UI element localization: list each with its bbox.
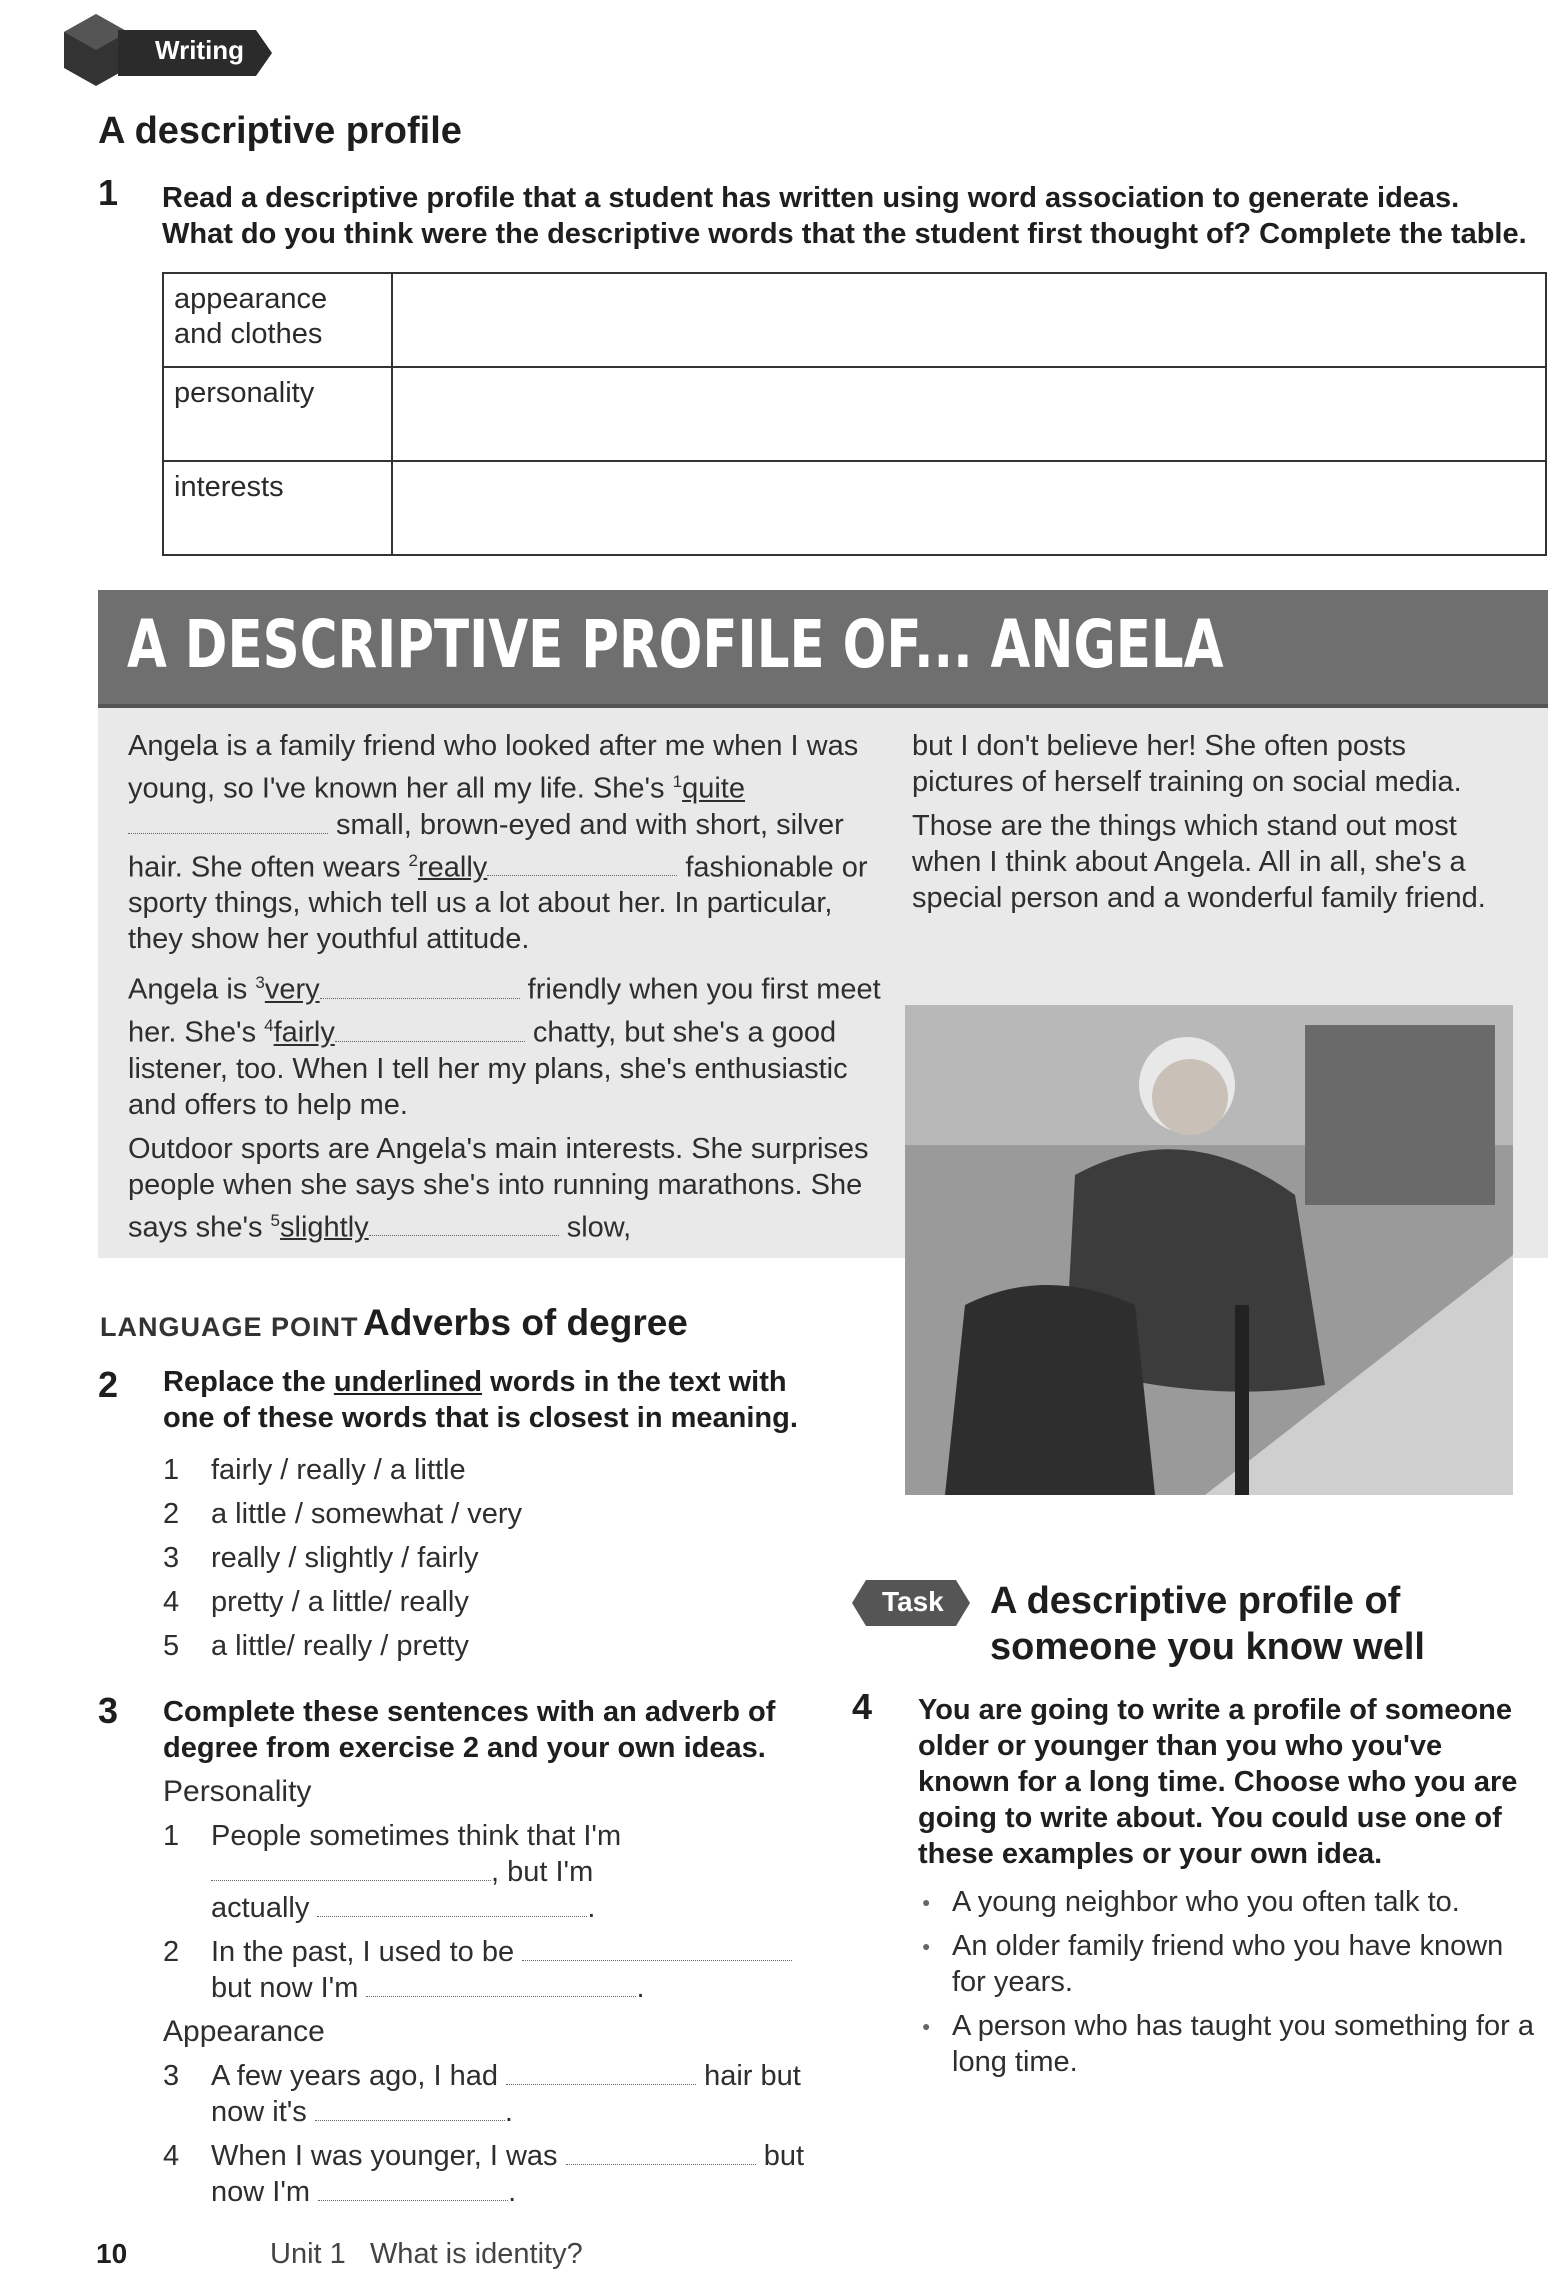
underlined-word: quite (682, 772, 745, 805)
answer-cell-appearance[interactable] (392, 273, 1546, 367)
text: . (636, 1972, 645, 2004)
exercise-4-examples (918, 1884, 1538, 2088)
exercise-2-options-list (163, 1448, 803, 1668)
page-number: 10 (96, 2238, 128, 2269)
answer-blank[interactable] (128, 809, 328, 834)
exercise-3-sentences (163, 1774, 823, 2210)
profile-paragraph-1 (128, 728, 888, 957)
item-text: pretty / a little/ really (211, 1586, 469, 1618)
table-label-cell (163, 273, 392, 367)
profile-right-column (912, 728, 1512, 924)
text: , but I'm (491, 1856, 594, 1888)
exercise-3-instruction: Complete these sentences with an adverb of degree from exercise 2 and your own ideas. (163, 1696, 776, 1764)
exercise-4-number: 4 (852, 1686, 873, 1727)
item-number: 3 (163, 2060, 180, 2092)
answer-blank[interactable] (366, 1972, 636, 1997)
text: A few years ago, I had (211, 2060, 498, 2092)
exercise-3-number: 3 (98, 1690, 119, 1731)
profile-left-column (128, 728, 888, 1253)
answer-blank[interactable] (566, 2140, 756, 2165)
text: friendly when you first meet her. She's (128, 973, 881, 1049)
footnote-number: 4 (264, 1015, 274, 1035)
item-number: 2 (163, 1936, 180, 1968)
item-number: 1 (163, 1454, 180, 1486)
text: People sometimes think that I'm (211, 1820, 622, 1852)
profile-paragraph-3 (128, 1131, 888, 1246)
list-item: ● A person who has taught you something for a long time. (918, 2008, 1538, 2080)
item-text: fairly / really / a little (211, 1454, 466, 1486)
list-item (163, 1580, 803, 1624)
answer-blank[interactable] (506, 2060, 696, 2085)
text: actually (211, 1892, 310, 1924)
list-item (163, 1624, 803, 1668)
text: Angela is a family friend who looked after me when I was young, so I've known her all my life. She's (128, 730, 859, 805)
table-label-cell (163, 367, 392, 461)
sentence-2 (163, 1934, 823, 2006)
underlined-word: slightly (280, 1211, 369, 1244)
answer-blank[interactable] (211, 1856, 491, 1881)
answer-blank[interactable] (487, 851, 677, 876)
footer-unit (270, 2238, 583, 2271)
answer-blank[interactable] (320, 974, 520, 999)
table-row (163, 273, 1546, 367)
answer-blank[interactable] (318, 2176, 508, 2201)
answer-blank[interactable] (522, 1936, 792, 1961)
profile-paragraph-5: Those are the things which stand out most when I think about Angela. All in all, she's a special person and a wonderful family friend. (912, 810, 1486, 914)
language-point-label: LANGUAGE POINT (100, 1312, 359, 1342)
answer-blank[interactable] (335, 1017, 525, 1042)
sentence-4 (163, 2138, 823, 2210)
row-label: interests (174, 471, 284, 503)
text: fashionable or sporty things, which tell us a lot about her. In particular, they show her youthful attitude. (128, 851, 868, 956)
footnote-number: 2 (408, 850, 418, 870)
row-label: and clothes (174, 318, 323, 350)
answer-blank[interactable] (315, 2096, 505, 2121)
table-row (163, 367, 1546, 461)
text: small, brown-eyed and with short, silver hair. She often wears (128, 808, 844, 884)
answer-blank[interactable] (317, 1892, 587, 1917)
table-row (163, 461, 1546, 555)
exercise-1-number: 1 (98, 172, 119, 213)
text: words in the text with one of these words that is closest in meaning. (163, 1366, 798, 1434)
unit-title: What is identity? (369, 2238, 583, 2270)
underlined-word: really (417, 851, 488, 884)
profile-paragraph-2 (128, 965, 888, 1122)
text: . (504, 2096, 513, 2128)
item-text: really / slightly / fairly (211, 1542, 479, 1574)
exercise-2-instruction (163, 1364, 813, 1436)
angela-photo (905, 1005, 1513, 1495)
table-label-cell (163, 461, 392, 555)
text: but (763, 2140, 805, 2172)
row-label: appearance (174, 283, 328, 315)
text: now I'm (211, 2176, 311, 2208)
text: underlined (333, 1366, 483, 1398)
item-text: a little/ really / pretty (211, 1630, 469, 1662)
exercise-1-instruction (162, 180, 1552, 252)
exercise-2-number: 2 (98, 1364, 119, 1405)
text: now it's (211, 2096, 307, 2128)
footnote-number: 1 (672, 772, 683, 791)
exercise-4-instruction: You are going to write a profile of someone older or younger than you who you've known for a long time. Choose who you are going to write about. You could use one of these examples or your own idea. (918, 1694, 1518, 1870)
text: In the past, I used to be (211, 1936, 515, 1968)
footnote-number: 5 (270, 1210, 281, 1230)
item-number: 3 (163, 1542, 180, 1574)
section-title: A descriptive profile (98, 110, 462, 152)
sentence-3 (163, 2058, 823, 2130)
sentence-1 (163, 1818, 823, 1926)
list-item (163, 1536, 803, 1580)
task-tab-label: Task (882, 1586, 944, 1617)
underlined-word: very (264, 973, 320, 1006)
item-text: a little / somewhat / very (211, 1498, 523, 1530)
title-line: someone you know well (990, 1626, 1425, 1668)
instruction-line: What do you think were the descriptive words that the student first thought of? Complete the table. (162, 218, 1527, 250)
text: hair but (704, 2060, 801, 2092)
title-line: A descriptive profile of (990, 1580, 1401, 1622)
text: Angela is (128, 973, 256, 1006)
task-title (990, 1578, 1530, 1670)
item-number: 1 (163, 1820, 180, 1852)
item-number: 2 (163, 1498, 180, 1530)
profile-paragraph-4: but I don't believe her! She often posts pictures of herself training on social media. (912, 730, 1462, 798)
text: but now I'm (211, 1972, 359, 2004)
item-number: 4 (163, 2140, 180, 2172)
writing-tab-label: Writing (155, 35, 245, 65)
text: slow, (558, 1211, 632, 1244)
list-item: ● An older family friend who you have known for years. (918, 1928, 1538, 2000)
text: . (508, 2176, 517, 2208)
text: Replace the (163, 1366, 334, 1398)
unit-label: Unit 1 (270, 2238, 346, 2270)
item-number: 5 (163, 1630, 180, 1662)
subheading-personality: Personality (163, 1775, 312, 1808)
text: . (587, 1892, 596, 1924)
instruction-line: Read a descriptive profile that a student has written using word association to generate ideas. (162, 182, 1460, 214)
list-item (163, 1448, 803, 1492)
row-label: personality (174, 377, 315, 409)
footnote-number: 3 (255, 973, 265, 993)
word-association-table (162, 272, 1547, 556)
text: When I was younger, I was (211, 2140, 558, 2172)
answer-cell-interests[interactable] (392, 461, 1546, 555)
underlined-word: fairly (273, 1016, 335, 1049)
list-item (163, 1492, 803, 1536)
profile-title: A DESCRIPTIVE PROFILE OF... ANGELA (127, 606, 1224, 683)
language-point-title: Adverbs of degree (363, 1302, 688, 1343)
answer-cell-personality[interactable] (392, 367, 1546, 461)
text: chatty, but she's a good listener, too. When I tell her my plans, she's enthusiastic and offers to help me. (128, 1016, 848, 1121)
answer-blank[interactable] (369, 1211, 559, 1236)
item-number: 4 (163, 1586, 180, 1618)
text: Outdoor sports are Angela's main interests. She surprises people when she says she's into running marathons. She says she's (128, 1132, 869, 1244)
list-item: ● A young neighbor who you often talk to. (918, 1884, 1538, 1920)
subheading-appearance: Appearance (163, 2015, 325, 2048)
